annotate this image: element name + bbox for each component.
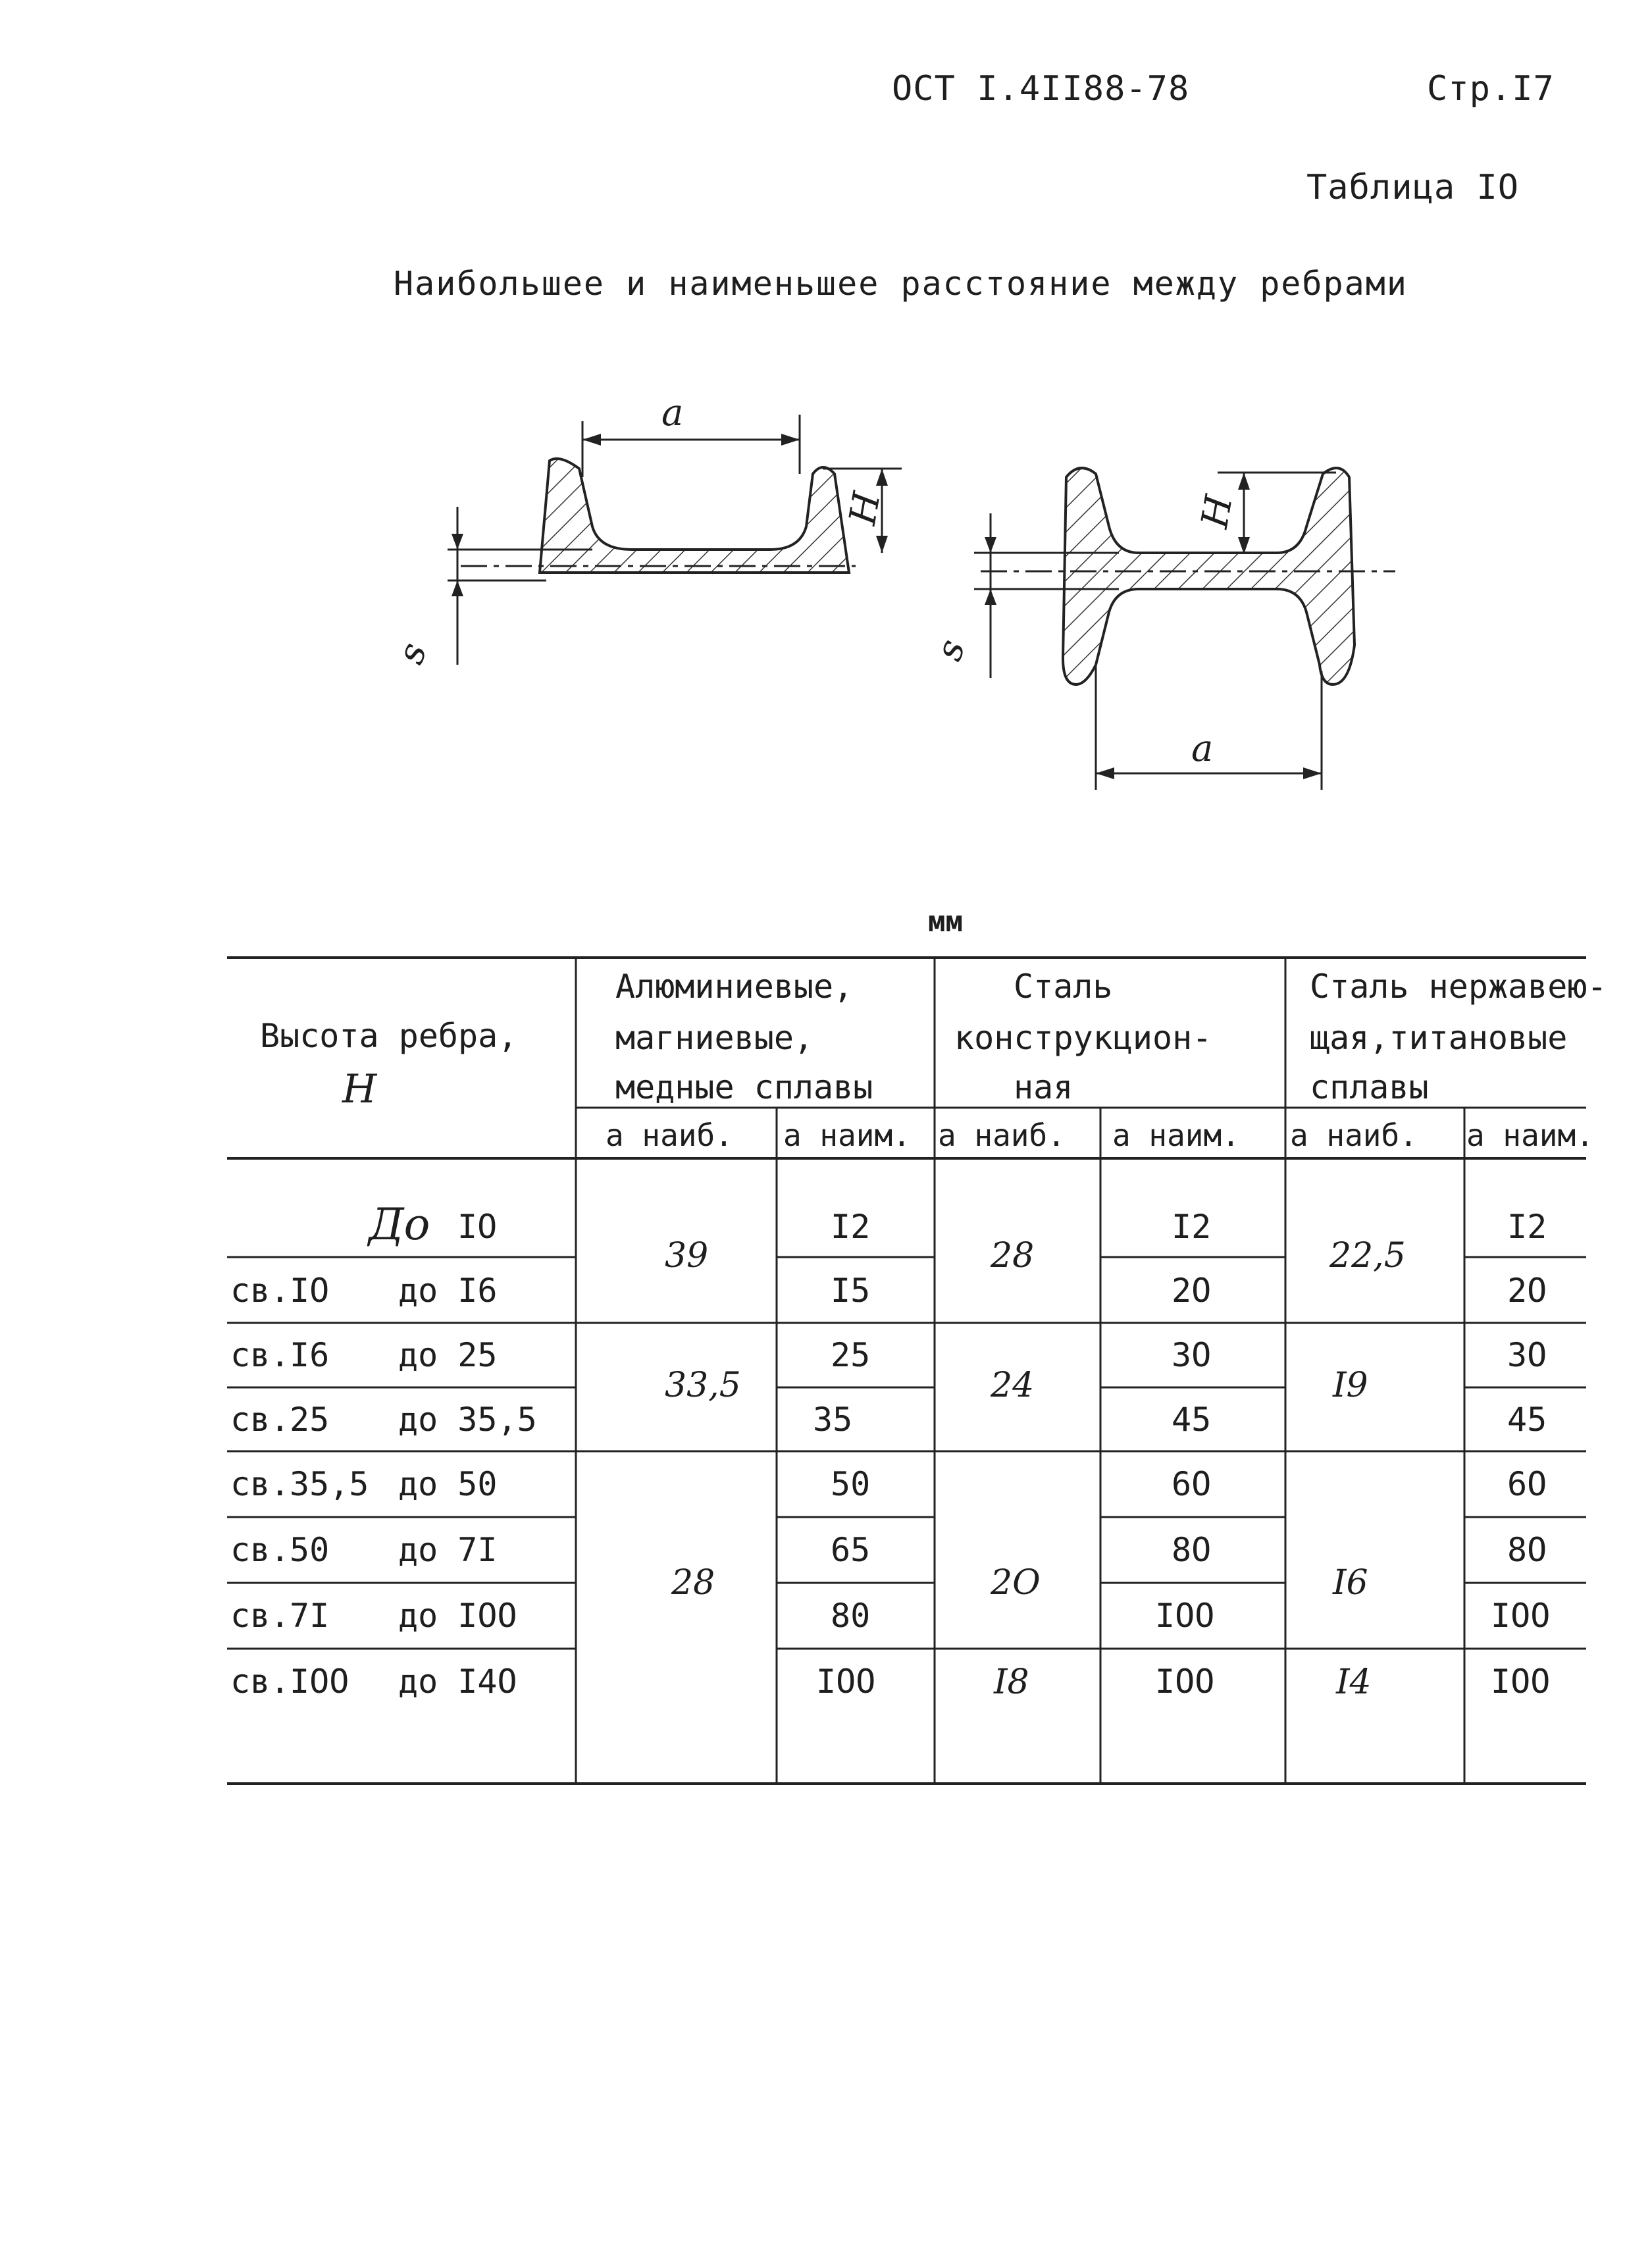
ss-min-5: 6О (1507, 1465, 1547, 1503)
row-7-to: до IОО (398, 1597, 517, 1635)
st-max-2: 24 (991, 1366, 1035, 1405)
al-min-7: 80 (831, 1597, 871, 1635)
row-6-prefix: св. (230, 1531, 290, 1569)
header-height-line2: H (342, 1066, 377, 1112)
table-label: Таблица IО (1306, 168, 1520, 207)
group3-line1: Сталь нержавею- (1310, 967, 1607, 1006)
row-3-prefix: св. (230, 1336, 290, 1374)
row-8-from: IОО (290, 1662, 349, 1701)
group1-line3: медные сплавы (615, 1068, 873, 1106)
ss-max-2: I9 (1333, 1366, 1368, 1405)
st-min-7: IОО (1155, 1597, 1215, 1635)
page-title: Наибольшее и наименьшее расстояние между ребрами (394, 265, 1408, 303)
channel-label-h: H (841, 488, 889, 528)
row-1-prefix: До (369, 1199, 430, 1250)
st-max-1: 28 (991, 1236, 1035, 1276)
group3-min-header: a наим. (1466, 1118, 1594, 1153)
row-5-to: до 50 (398, 1465, 498, 1503)
st-max-4: I8 (994, 1662, 1029, 1702)
row-8-prefix: св. (230, 1662, 290, 1701)
row-6-from: 50 (290, 1531, 330, 1569)
row-3-to: до 25 (398, 1336, 498, 1374)
al-min-4: 35 (813, 1401, 853, 1439)
st-min-4: 45 (1172, 1401, 1212, 1439)
al-min-6: 65 (831, 1531, 871, 1569)
st-min-8: IОО (1155, 1662, 1215, 1701)
row-1-to: IО (457, 1208, 498, 1246)
row-4-prefix: св. (230, 1401, 290, 1439)
al-min-8: IОО (816, 1662, 876, 1701)
row-7-prefix: св. (230, 1597, 290, 1635)
st-min-5: 6О (1172, 1465, 1212, 1503)
ss-min-4: 45 (1507, 1401, 1547, 1439)
group2-max-header: a наиб. (938, 1118, 1066, 1153)
unit-label: мм (928, 905, 963, 939)
document-code: ОСТ I.4II88-78 (892, 69, 1190, 109)
row-2-to: до I6 (398, 1272, 498, 1310)
group1-line1: Алюминиевые, (615, 967, 854, 1006)
al-max-1: 39 (665, 1236, 709, 1276)
group3-line2: щая,титановые (1310, 1019, 1568, 1057)
st-min-1: I2 (1172, 1208, 1212, 1246)
group3-line3: сплавы (1310, 1068, 1429, 1106)
row-2-from: IО (290, 1272, 330, 1310)
group1-min-header: a наим. (783, 1118, 911, 1153)
row-3-from: I6 (290, 1336, 330, 1374)
st-max-3: 2О (991, 1563, 1041, 1603)
row-2-prefix: св. (230, 1272, 290, 1310)
st-min-6: 8О (1172, 1531, 1212, 1569)
row-5-from: 35,5 (290, 1465, 369, 1503)
beam-label-h: H (1193, 492, 1241, 532)
row-4-to: до 35,5 (398, 1401, 537, 1439)
beam-label-a: a (1191, 727, 1214, 770)
ss-max-1: 22,5 (1329, 1236, 1406, 1276)
ss-min-2: 2О (1507, 1272, 1547, 1310)
ss-max-4: I4 (1336, 1662, 1372, 1702)
group2-line3: ная (1014, 1068, 1073, 1106)
al-max-3: 28 (671, 1563, 715, 1603)
al-min-3: 25 (831, 1336, 871, 1374)
header-height-line1: Высота ребра, (260, 1017, 518, 1055)
ss-min-7: IОО (1491, 1597, 1551, 1635)
group2-line1: Сталь (1014, 967, 1113, 1006)
row-4-from: 25 (290, 1401, 330, 1439)
ss-min-8: IОО (1491, 1662, 1551, 1701)
al-max-2: 33,5 (665, 1366, 741, 1405)
st-min-3: 3О (1172, 1336, 1212, 1374)
page-number: Стр.I7 (1427, 69, 1555, 109)
ss-min-1: I2 (1507, 1208, 1547, 1246)
st-min-2: 2О (1172, 1272, 1212, 1310)
channel-label-a: a (661, 392, 684, 434)
row-5-prefix: св. (230, 1465, 290, 1503)
ss-min-6: 8О (1507, 1531, 1547, 1569)
group2-min-header: a наим. (1112, 1118, 1240, 1153)
group1-max-header: a наиб. (606, 1118, 733, 1153)
group2-line2: конструкцион- (954, 1019, 1212, 1057)
channel-label-s: s (388, 636, 436, 670)
ss-min-3: 3О (1507, 1336, 1547, 1374)
row-7-from: 7I (290, 1597, 330, 1635)
row-6-to: до 7I (398, 1531, 498, 1569)
al-min-1: I2 (831, 1208, 871, 1246)
al-min-2: I5 (831, 1272, 871, 1310)
ss-max-3: I6 (1333, 1563, 1368, 1603)
group1-line2: магниевые, (615, 1019, 814, 1057)
beam-label-s: s (927, 633, 974, 667)
row-8-to: до I4О (398, 1662, 517, 1701)
group3-max-header: a наиб. (1290, 1118, 1418, 1153)
al-min-5: 50 (831, 1465, 871, 1503)
